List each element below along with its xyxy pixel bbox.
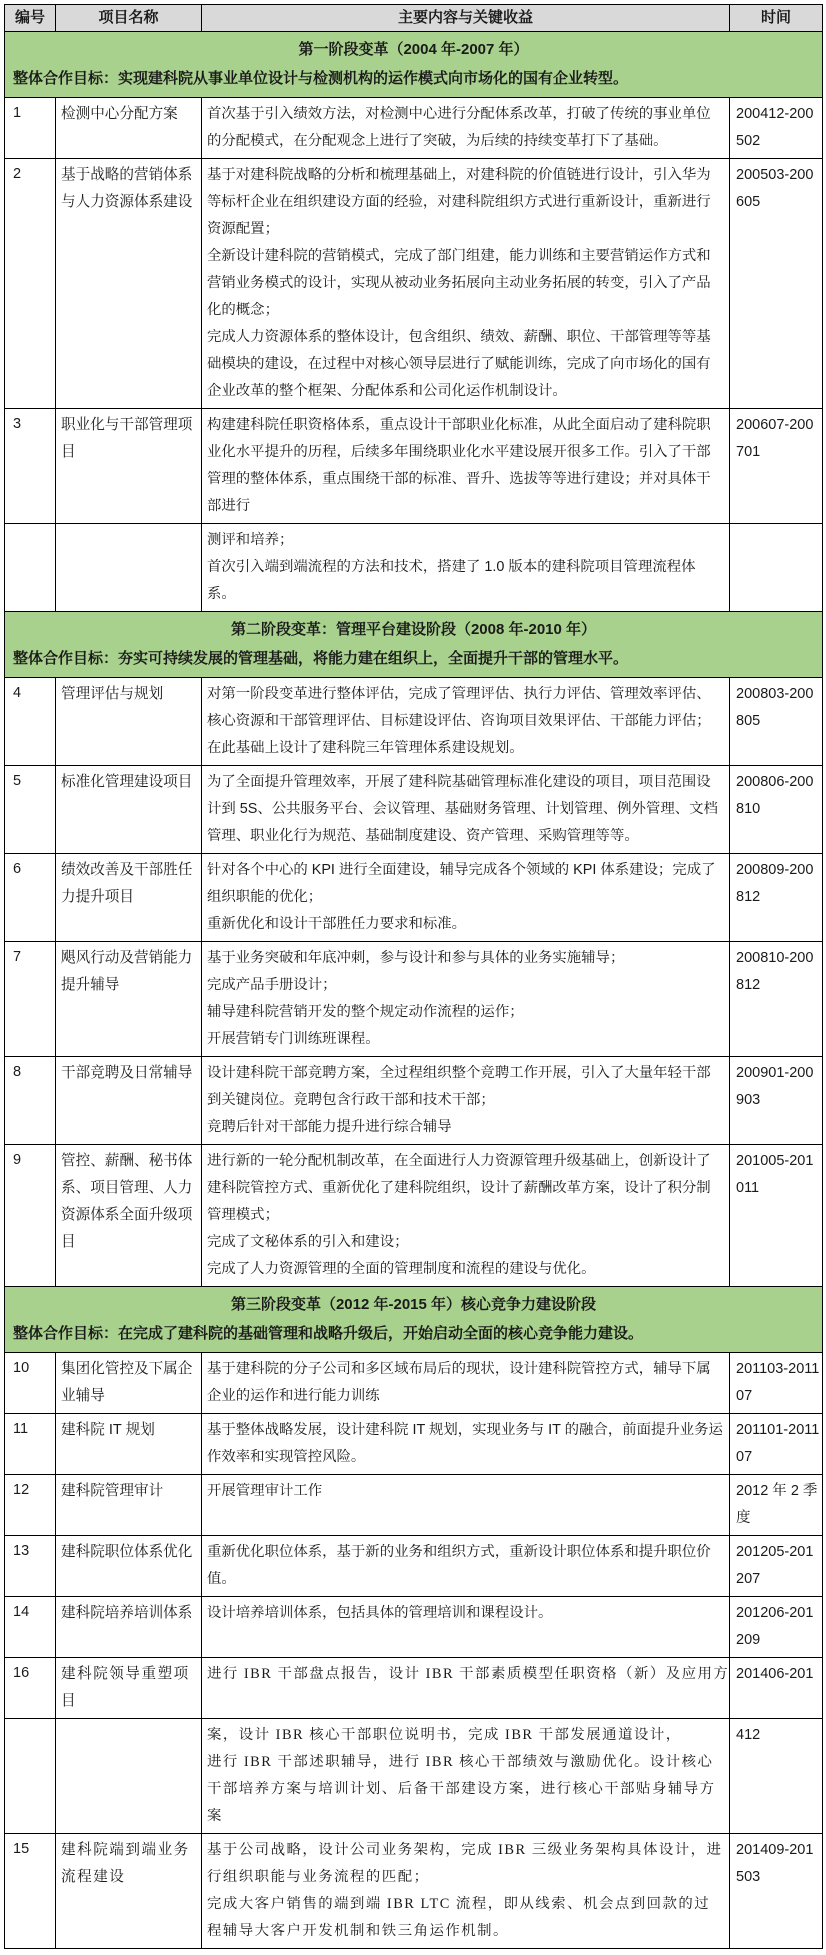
content-paragraph: 完成大客户销售的端到端 IBR LTC 流程，即从线索、机会点到回款的过程辅导大客户开发机制和铁三角运作机制。 — [207, 1896, 711, 1939]
content-cell — [202, 1353, 730, 1414]
project-name-cell — [56, 1719, 202, 1834]
table-row — [5, 524, 823, 612]
content-cell — [202, 1475, 730, 1536]
time-cell: 201406-201 — [730, 1658, 823, 1719]
section-band — [5, 612, 823, 678]
content-paragraph: 基于整体战略发展，设计建科院 IT 规划，实现业务与 IT 的融合，前面提升业务运作效率和实现管控风险。 — [207, 1422, 723, 1465]
content-paragraph: 为了全面提升管理效率，开展了建科院基础管理标准化建设的项目，项目范围设计到 5S、公共服务平台、会议管理、基础财务管理、计划管理、例外管理、文档管理、职业化行为规范、基础制度建设、资产管理、采购管理等等。 — [207, 774, 718, 844]
column-header-1: 项目名称 — [56, 5, 202, 32]
table-row — [5, 766, 823, 854]
project-history-table — [4, 4, 823, 1949]
content-cell — [202, 1658, 730, 1719]
row-id-cell: 11 — [5, 1414, 56, 1475]
project-name-cell: 建科院培养培训体系 — [56, 1597, 202, 1658]
table-row — [5, 1475, 823, 1536]
time-cell: 201206-201209 — [730, 1597, 823, 1658]
content-cell — [202, 1414, 730, 1475]
section-goal: 整体合作目标：实现建科院从事业单位设计与检测机构的运作模式向市场化的国有企业转型。 — [13, 70, 629, 87]
row-id-cell: 10 — [5, 1353, 56, 1414]
project-name-cell: 检测中心分配方案 — [56, 98, 202, 159]
project-name-cell: 管理评估与规划 — [56, 678, 202, 766]
column-header-0: 编号 — [5, 5, 56, 32]
content-paragraph: 设计建科院干部竞聘方案，全过程组织整个竞聘工作开展，引入了大量年轻干部到关键岗位。竞聘包含行政干部和技术干部； — [207, 1065, 711, 1108]
table-row — [5, 1536, 823, 1597]
project-name-cell: 建科院领导重塑项目 — [56, 1658, 202, 1719]
section-band — [5, 32, 823, 98]
content-paragraph: 进行 IBR 干部盘点报告，设计 IBR 干部素质模型任职资格（新）及应用方 — [207, 1666, 730, 1682]
section-header-row — [5, 612, 823, 678]
time-cell — [730, 524, 823, 612]
table-row — [5, 1834, 823, 1949]
content-paragraph: 完成产品手册设计； — [207, 977, 337, 993]
row-id-cell: 2 — [5, 159, 56, 409]
content-paragraph: 进行 IBR 干部述职辅导，进行 IBR 核心干部绩效与激励优化。设计核心干部培养方案与培训计划、后备干部建设方案，进行核心干部贴身辅导方案 — [207, 1754, 716, 1824]
project-name-cell: 集团化管控及下属企业辅导 — [56, 1353, 202, 1414]
project-name-cell: 建科院端到端业务流程建设 — [56, 1834, 202, 1949]
row-id-cell: 1 — [5, 98, 56, 159]
content-paragraph: 完成了文秘体系的引入和建设； — [207, 1234, 409, 1250]
content-paragraph: 测评和培养； — [207, 532, 294, 548]
content-paragraph: 完成了人力资源管理的全面的管理制度和流程的建设与优化。 — [207, 1261, 596, 1277]
content-paragraph: 对第一阶段变革进行整体评估，完成了管理评估、执行力评估、管理效率评估、核心资源和干部管理评估、目标建设评估、咨询项目效果评估、干部能力评估；在此基础上设计了建科院三年管理体系建设规划。 — [207, 686, 711, 756]
row-id-cell — [5, 1719, 56, 1834]
content-paragraph: 案，设计 IBR 核心干部职位说明书，完成 IBR 干部发展通道设计， — [207, 1727, 682, 1743]
project-name-cell: 建科院 IT 规划 — [56, 1414, 202, 1475]
section-band — [5, 1287, 823, 1353]
row-id-cell: 6 — [5, 854, 56, 942]
row-id-cell: 14 — [5, 1597, 56, 1658]
time-cell: 201409-201503 — [730, 1834, 823, 1949]
project-name-cell: 职业化与干部管理项目 — [56, 409, 202, 524]
table-header-row — [5, 5, 823, 32]
content-paragraph: 基于建科院的分子公司和多区域布局后的现状，设计建科院管控方式，辅导下属企业的运作和进行能力训练 — [207, 1361, 711, 1404]
content-paragraph: 全新设计建科院的营销模式，完成了部门组建，能力训练和主要营销运作方式和营销业务模式的设计，实现从被动业务拓展向主动业务拓展的转变，引入了产品化的概念； — [207, 248, 711, 318]
table-row — [5, 942, 823, 1057]
time-cell: 201101-201107 — [730, 1414, 823, 1475]
content-paragraph: 首次引入端到端流程的方法和技术，搭建了 1.0 版本的建科院项目管理流程体系。 — [207, 559, 696, 602]
content-cell — [202, 524, 730, 612]
content-paragraph: 进行新的一轮分配机制改革，在全面进行人力资源管理升级基础上，创新设计了建科院管控方式、重新优化了建科院组织，设计了薪酬改革方案，设计了积分制管理模式； — [207, 1153, 711, 1223]
row-id-cell: 4 — [5, 678, 56, 766]
time-cell: 201103-201107 — [730, 1353, 823, 1414]
section-title: 第三阶段变革（2012 年-2015 年）核心竞争力建设阶段 — [230, 1296, 597, 1313]
section-header-row — [5, 1287, 823, 1353]
time-cell: 200806-200810 — [730, 766, 823, 854]
content-cell — [202, 1597, 730, 1658]
row-id-cell: 3 — [5, 409, 56, 524]
content-paragraph: 设计培养培训体系，包括具体的管理培训和课程设计。 — [207, 1605, 553, 1621]
row-id-cell: 16 — [5, 1658, 56, 1719]
content-cell — [202, 159, 730, 409]
time-cell: 412 — [730, 1719, 823, 1834]
time-cell: 200809-200812 — [730, 854, 823, 942]
section-title: 第一阶段变革（2004 年-2007 年） — [298, 41, 529, 58]
table-row — [5, 1597, 823, 1658]
content-paragraph: 重新优化和设计干部胜任力要求和标准。 — [207, 916, 467, 932]
table-row — [5, 678, 823, 766]
row-id-cell: 13 — [5, 1536, 56, 1597]
content-cell — [202, 854, 730, 942]
row-id-cell — [5, 524, 56, 612]
content-cell — [202, 1834, 730, 1949]
content-paragraph: 基于对建科院战略的分析和梳理基础上，对建科院的价值链进行设计，引入华为等标杆企业在组织建设方面的经验，对建科院组织方式进行重新设计，重新进行资源配置； — [207, 167, 711, 237]
content-paragraph: 竞聘后针对干部能力提升进行综合辅导 — [207, 1119, 452, 1135]
table-row — [5, 1353, 823, 1414]
project-name-cell: 干部竞聘及日常辅导 — [56, 1057, 202, 1145]
table-row — [5, 1414, 823, 1475]
content-cell — [202, 678, 730, 766]
content-cell — [202, 766, 730, 854]
content-cell — [202, 409, 730, 524]
project-name-cell: 管控、薪酬、秘书体系、项目管理、人力资源体系全面升级项目 — [56, 1145, 202, 1287]
table-row — [5, 1719, 823, 1834]
section-goal: 整体合作目标：夯实可持续发展的管理基础，将能力建在组织上，全面提升干部的管理水平。 — [13, 650, 629, 667]
row-id-cell: 8 — [5, 1057, 56, 1145]
table-row — [5, 854, 823, 942]
column-header-2: 主要内容与关键收益 — [202, 5, 730, 32]
row-id-cell: 15 — [5, 1834, 56, 1949]
time-cell: 201005-201011 — [730, 1145, 823, 1287]
project-name-cell — [56, 524, 202, 612]
table-row — [5, 159, 823, 409]
content-paragraph: 重新优化职位体系，基于新的业务和组织方式，重新设计职位体系和提升职位价值。 — [207, 1544, 711, 1587]
table-row — [5, 1658, 823, 1719]
content-paragraph: 构建建科院任职资格体系，重点设计干部职业化标准，从此全面启动了建科院职业化水平提升的历程，后续多年围绕职业化水平建设展开很多工作。引入了干部管理的整体体系，重点围绕干部的标准、晋升、选拔等等进行建设；并对具体干部进行 — [207, 417, 711, 514]
content-paragraph: 针对各个中心的 KPI 进行全面建设，辅导完成各个领域的 KPI 体系建设；完成了组织职能的优化； — [207, 862, 716, 905]
time-cell: 200810-200812 — [730, 942, 823, 1057]
content-paragraph: 完成人力资源体系的整体设计，包含组织、绩效、薪酬、职位、干部管理等等基础模块的建设，在过程中对核心领导层进行了赋能训练，完成了向市场化的国有企业改革的整个框架、分配体系和公司化运作机制设计。 — [207, 329, 711, 399]
project-name-cell: 飓风行动及营销能力提升辅导 — [56, 942, 202, 1057]
row-id-cell: 9 — [5, 1145, 56, 1287]
project-name-cell: 基于战略的营销体系与人力资源体系建设 — [56, 159, 202, 409]
time-cell: 200412-200502 — [730, 98, 823, 159]
time-cell: 201205-201207 — [730, 1536, 823, 1597]
time-cell: 200607-200701 — [730, 409, 823, 524]
content-paragraph: 基于业务突破和年底冲刺，参与设计和参与具体的业务实施辅导； — [207, 950, 625, 966]
content-cell — [202, 1145, 730, 1287]
section-title: 第二阶段变革：管理平台建设阶段（2008 年-2010 年） — [230, 621, 597, 638]
row-id-cell: 12 — [5, 1475, 56, 1536]
table-row — [5, 1057, 823, 1145]
content-paragraph: 基于公司战略，设计公司业务架构，完成 IBR 三级业务架构具体设计，进行组织职能与业务流程的匹配； — [207, 1842, 723, 1885]
column-header-3: 时间 — [730, 5, 823, 32]
section-header-row — [5, 32, 823, 98]
content-cell — [202, 1536, 730, 1597]
row-id-cell: 7 — [5, 942, 56, 1057]
content-paragraph: 首次基于引入绩效方法，对检测中心进行分配体系改革，打破了传统的事业单位的分配模式，在分配观念上进行了突破，为后续的持续变革打下了基础。 — [207, 106, 711, 149]
content-cell — [202, 1057, 730, 1145]
content-cell — [202, 942, 730, 1057]
content-paragraph: 开展管理审计工作 — [207, 1483, 323, 1499]
project-name-cell: 标准化管理建设项目 — [56, 766, 202, 854]
content-cell — [202, 98, 730, 159]
time-cell: 200803-200805 — [730, 678, 823, 766]
section-goal: 整体合作目标：在完成了建科院的基础管理和战略升级后，开始启动全面的核心竞争能力建设。 — [13, 1325, 644, 1342]
time-cell: 2012 年 2 季度 — [730, 1475, 823, 1536]
table-row — [5, 98, 823, 159]
table-row — [5, 409, 823, 524]
project-name-cell: 建科院职位体系优化 — [56, 1536, 202, 1597]
time-cell: 200901-200903 — [730, 1057, 823, 1145]
row-id-cell: 5 — [5, 766, 56, 854]
time-cell: 200503-200605 — [730, 159, 823, 409]
content-cell — [202, 1719, 730, 1834]
project-name-cell: 建科院管理审计 — [56, 1475, 202, 1536]
project-name-cell: 绩效改善及干部胜任力提升项目 — [56, 854, 202, 942]
content-paragraph: 开展营销专门训练班课程。 — [207, 1031, 380, 1047]
table-row — [5, 1145, 823, 1287]
content-paragraph: 辅导建科院营销开发的整个规定动作流程的运作； — [207, 1004, 524, 1020]
